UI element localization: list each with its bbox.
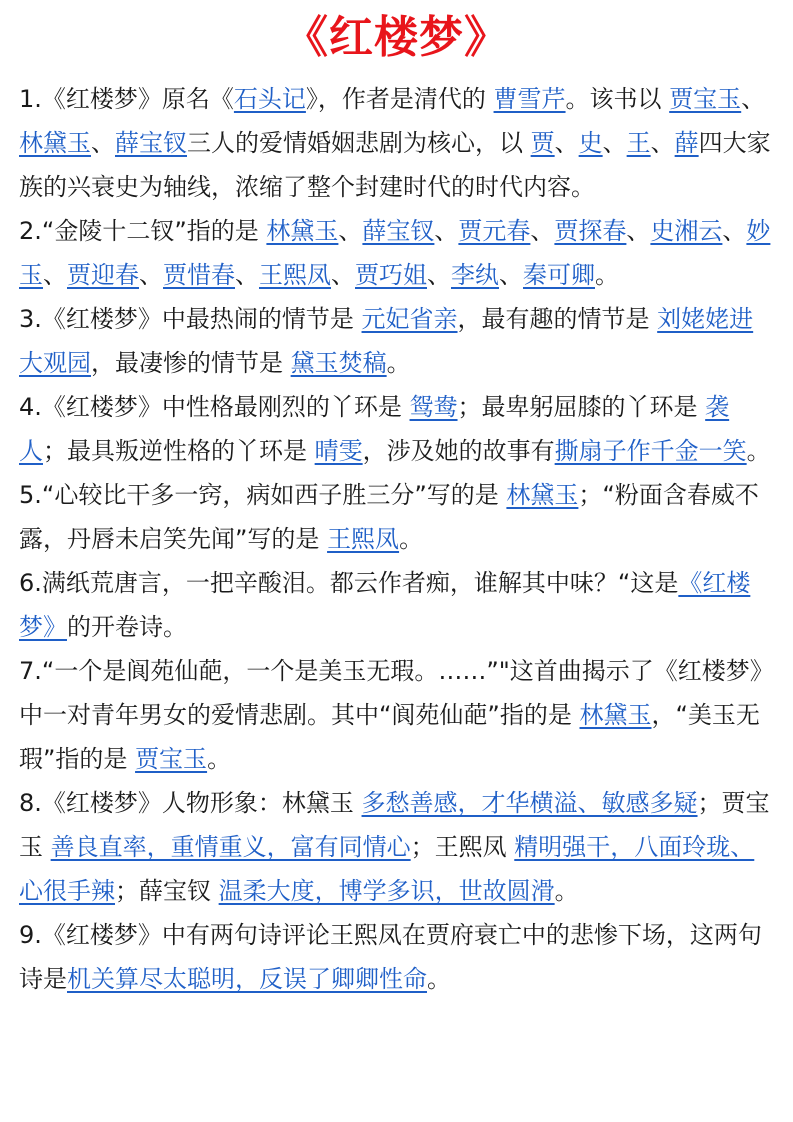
answer-text: 秦可卿: [523, 261, 595, 289]
question-text: 8.《红楼梦》人物形象：林黛玉: [19, 789, 362, 817]
question-text: ；王熙凤: [410, 833, 515, 861]
answer-text: 贾宝玉: [669, 85, 742, 113]
question-text: 。: [399, 525, 424, 553]
question-text: 5.“心较比干多一窍，病如西子胜三分”写的是: [19, 481, 507, 509]
answer-text: 黛玉焚稿: [290, 349, 387, 377]
page-title: 《红楼梦》: [284, 12, 509, 63]
answer-text: 刘姥姥进大观园: [19, 305, 754, 377]
question-item: [19, 473, 777, 561]
question-text: 》，作者是清代的: [305, 85, 494, 113]
question-text: 、: [434, 217, 459, 245]
question-text: 、: [650, 129, 675, 157]
answer-text: 李纨: [451, 261, 499, 289]
answer-text: 贾宝玉: [135, 745, 208, 773]
answer-text: 贾迎春: [67, 261, 139, 289]
answer-text: 石头记: [233, 85, 306, 113]
answer-text: 薛宝钗: [362, 217, 435, 245]
answer-text: 精明强干，八面玲珑、心很手辣: [19, 833, 755, 905]
answer-text: 贾元春: [458, 217, 531, 245]
question-text: ；薛宝钗: [115, 877, 219, 905]
question-text: 、: [722, 217, 747, 245]
question-text: 2.“金陵十二钗”指的是: [19, 217, 267, 245]
question-text: 。: [746, 437, 771, 465]
question-text: 9.《红楼梦》中有两句诗评论王熙凤在贾府衰亡中的悲惨下场，这两句诗是: [19, 921, 762, 993]
question-text: 、: [43, 261, 67, 289]
question-text: ，涉及她的故事有: [362, 437, 555, 465]
answer-text: 王熙凤: [259, 261, 331, 289]
answer-text: 贾: [530, 129, 555, 157]
question-text: 、: [338, 217, 363, 245]
question-list: [19, 77, 777, 1001]
answer-text: 妙玉: [19, 217, 771, 289]
answer-text: 善良直率，重情重义，富有同情心: [50, 833, 411, 861]
answer-text: 林黛玉: [579, 701, 652, 729]
answer-text: 多愁善感，才华横溢、敏感多疑: [361, 789, 698, 817]
question-text: ，最凄惨的情节是: [91, 349, 291, 377]
question-text: 3.《红楼梦》中最热闹的情节是: [19, 305, 362, 333]
answer-text: 贾巧姐: [355, 261, 427, 289]
answer-text: 机关算尽太聪明，反误了卿卿性命: [67, 965, 427, 993]
question-item: [19, 561, 777, 649]
question-item: [19, 913, 777, 1001]
question-text: 、: [235, 261, 259, 289]
answer-text: 鸳鸯: [409, 393, 458, 421]
answer-text: 史: [578, 129, 603, 157]
question-text: 1.《红楼梦》原名《: [19, 85, 234, 113]
question-text: 的开卷诗。: [67, 613, 187, 641]
question-item: [19, 209, 777, 297]
answer-text: 撕扇子作千金一笑: [554, 437, 747, 465]
question-text: 、: [554, 129, 579, 157]
question-text: 。: [386, 349, 411, 377]
question-item: [19, 649, 777, 781]
question-text: 。: [554, 877, 579, 905]
question-text: 、: [626, 217, 651, 245]
question-item: [19, 781, 777, 913]
question-text: 四大家族的兴衰史为轴线，浓缩了整个封建时代的时代内容。: [19, 129, 771, 201]
question-text: 7.“一个是阆苑仙葩，一个是美玉无瑕。……”"这首曲揭示了《红楼梦》中一对青年男女的爱情悲剧。其中“阆苑仙葩”指的是: [19, 657, 774, 729]
question-text: 三人的爱情婚姻悲剧为核心，以: [187, 129, 531, 157]
answer-text: 王: [626, 129, 651, 157]
answer-text: 薛宝钗: [115, 129, 187, 157]
question-text: 、: [427, 261, 451, 289]
answer-text: 温柔大度，博学多识，世故圆滑: [218, 877, 555, 905]
answer-text: 袭人: [19, 393, 730, 465]
answer-text: 贾惜春: [163, 261, 235, 289]
question-text: 、: [139, 261, 163, 289]
answer-text: 贾探春: [554, 217, 627, 245]
question-text: 、: [602, 129, 627, 157]
answer-text: 林黛玉: [19, 129, 91, 157]
answer-text: 林黛玉: [266, 217, 339, 245]
question-text: ，“美玉无瑕”指的是: [19, 701, 760, 773]
question-text: 、: [741, 85, 766, 113]
question-text: 6.满纸荒唐言，一把辛酸泪。都云作者痴，谁解其中味？“这是: [19, 569, 679, 597]
question-text: 、: [499, 261, 523, 289]
question-text: ；最卑躬屈膝的丫环是: [457, 393, 706, 421]
question-text: ；贾宝玉: [19, 789, 770, 861]
question-item: [19, 77, 777, 209]
answer-text: 晴雯: [314, 437, 363, 465]
question-text: 。: [207, 745, 232, 773]
question-text: ；“粉面含春威不露，丹唇未启笑先闻”写的是: [19, 481, 759, 553]
question-text: 、: [530, 217, 555, 245]
question-item: [19, 297, 777, 385]
answer-text: 史湘云: [650, 217, 723, 245]
question-text: 。: [427, 965, 451, 993]
question-text: 、: [331, 261, 355, 289]
answer-text: 薛: [674, 129, 699, 157]
question-text: 4.《红楼梦》中性格最刚烈的丫环是: [19, 393, 410, 421]
question-text: ；最具叛逆性格的丫环是: [43, 437, 315, 465]
question-text: 。该书以: [565, 85, 670, 113]
answer-text: 曹雪芹: [493, 85, 566, 113]
answer-text: 《红楼梦》: [19, 569, 751, 641]
question-text: ，最有趣的情节是: [457, 305, 658, 333]
question-text: 、: [91, 129, 115, 157]
answer-text: 王熙凤: [327, 525, 400, 553]
question-text: 。: [595, 261, 619, 289]
answer-text: 林黛玉: [506, 481, 579, 509]
question-item: [19, 385, 777, 473]
answer-text: 元妃省亲: [361, 305, 458, 333]
